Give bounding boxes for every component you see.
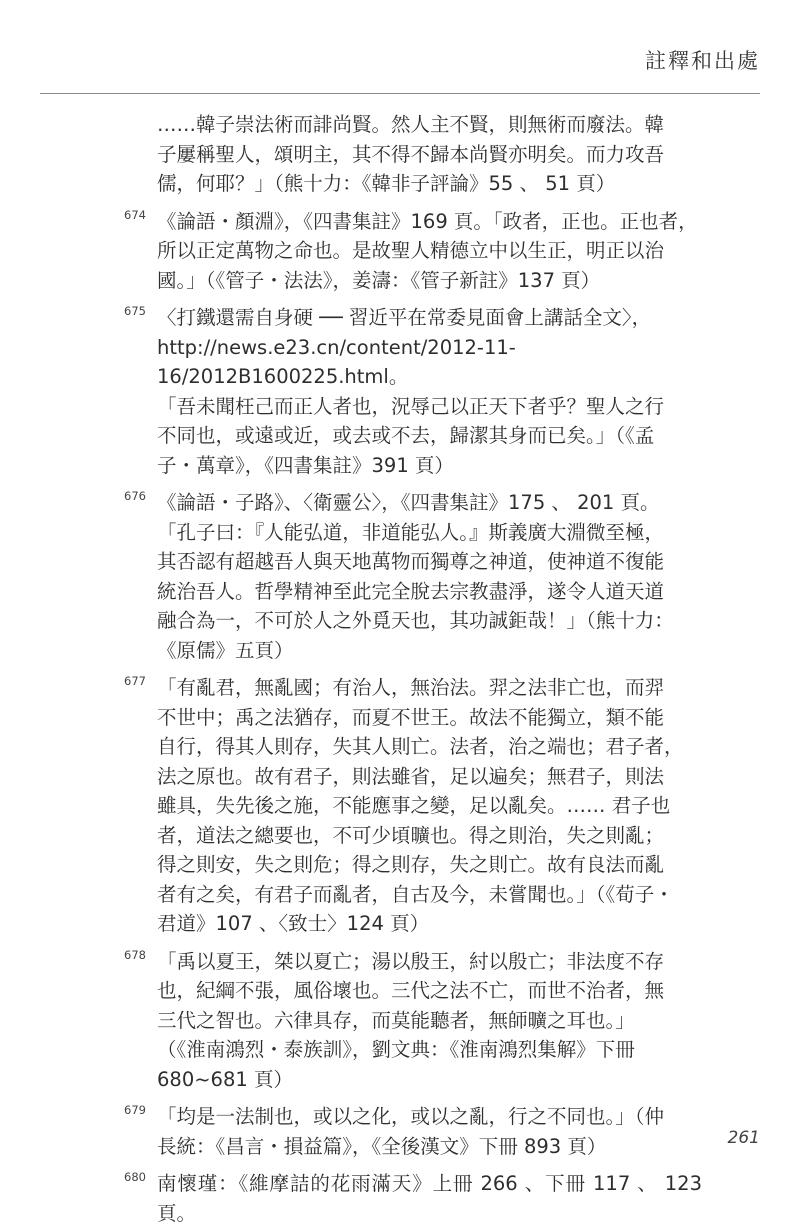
note-number: 680 — [124, 1170, 146, 1184]
running-head-title: 註釋和出處 — [645, 49, 760, 73]
note-number: 676 — [124, 489, 146, 503]
note-text: 「禹以夏王，桀以夏亡；湯以殷王，紂以殷亡；非法度不存 也，紀綱不張，風俗壞也。三代之法不亡，而世不治者，無 三代之智也。六律具存，而莫能聽者，無師曠之耳也。」 （《淮南鴻烈・泰族訓》，劉文典：《淮南鴻烈集解》下冊 680~681 頁） — [157, 949, 665, 1091]
note-675 — [124, 303, 702, 480]
page-number: 261 — [727, 1128, 760, 1148]
header-rule — [40, 93, 760, 94]
note-text: 《論語・顏淵》，《四書集註》169 頁。「政者，正也。正也者， 所以正定萬物之命也。是故聖人精德立中以生正，明正以治 國。」（《管子・法法》，姜濤：《管子新註》137 頁） — [157, 209, 698, 292]
note-679 — [124, 1102, 702, 1161]
note-text: 「有亂君，無亂國；有治人，無治法。羿之法非亡也，而羿 不世中；禹之法猶存，而夏不世王。故法不能獨立，類不能 自行，得其人則存，失其人則亡。法者，治之端也；君子者， 法之原也。故有君子，則法雖省，足以遍矣；無君子，則法 雖具，失先後之施，不能應事之變，足以亂矣。…… 君子也 者，道法之總要也，不可少頃曠也。得之則治，失之則亂； 得之則安，失之則危；得之則存，失之則亡。故有良法而亂 者有之矣，有君子而亂者，自古及今，未嘗聞也。」（《荀子・ 君道》107 、〈致士〉124 頁） — [157, 676, 684, 935]
note-680 — [124, 1169, 702, 1228]
endnotes-section — [124, 110, 702, 1228]
note-number: 675 — [124, 304, 146, 318]
note-676 — [124, 488, 702, 665]
note-678 — [124, 947, 702, 1095]
note-677 — [124, 673, 702, 939]
note-text: 《論語・子路》、〈衛靈公〉，《四書集註》175 、 201 頁。 「孔子曰：『人能弘道，非道能弘人。』斯義廣大淵微至極， 其否認有超越吾人與天地萬物而獨尊之神道，使神道不復能 統治吾人。哲學精神至此完全脫去宗教盡淨，遂令人道天道 融合為一，不可於人之外覓天也，其功誠鉅哉！」（熊十力： 《原儒》五頁） — [157, 491, 674, 662]
note-text: 〈打鐵還需自身硬 ── 習近平在常委見面會上講話全文〉， http://news.e23.cn/content/2012-11-16/2012B1600225.html。 「吾未聞枉己而正人者也，況辱己以正天下者乎？聖人之行 不同也，或遠或近，或去或不去，歸潔其身而已矣。」（《孟 子・萬章》，《四書集註》391 頁） — [157, 306, 665, 477]
note-text: 「均是一法制也，或以之化，或以之亂，行之不同也。」（仲 長統：《昌言・損益篇》，《全後漢文》下冊 893 頁） — [157, 1105, 665, 1158]
note-number: 678 — [124, 947, 146, 962]
note-number: 674 — [124, 207, 146, 222]
note-continuation: ……韓子崇法術而誹尚賢。然人主不賢，則無術而廢法。韓 子屢稱聖人，頌明主，其不得不歸本尚賢亦明矣。而力攻吾 儒，何耶？」（熊十力：《韓非子評論》55 、 51 頁） — [157, 113, 665, 195]
note-number: 679 — [124, 1103, 146, 1117]
note-text: 南懷瑾：《維摩詰的花雨滿天》上冊 266 、下冊 117 、 123 頁。 — [157, 1172, 702, 1225]
note-number: 677 — [124, 674, 146, 688]
note-674 — [124, 207, 702, 296]
